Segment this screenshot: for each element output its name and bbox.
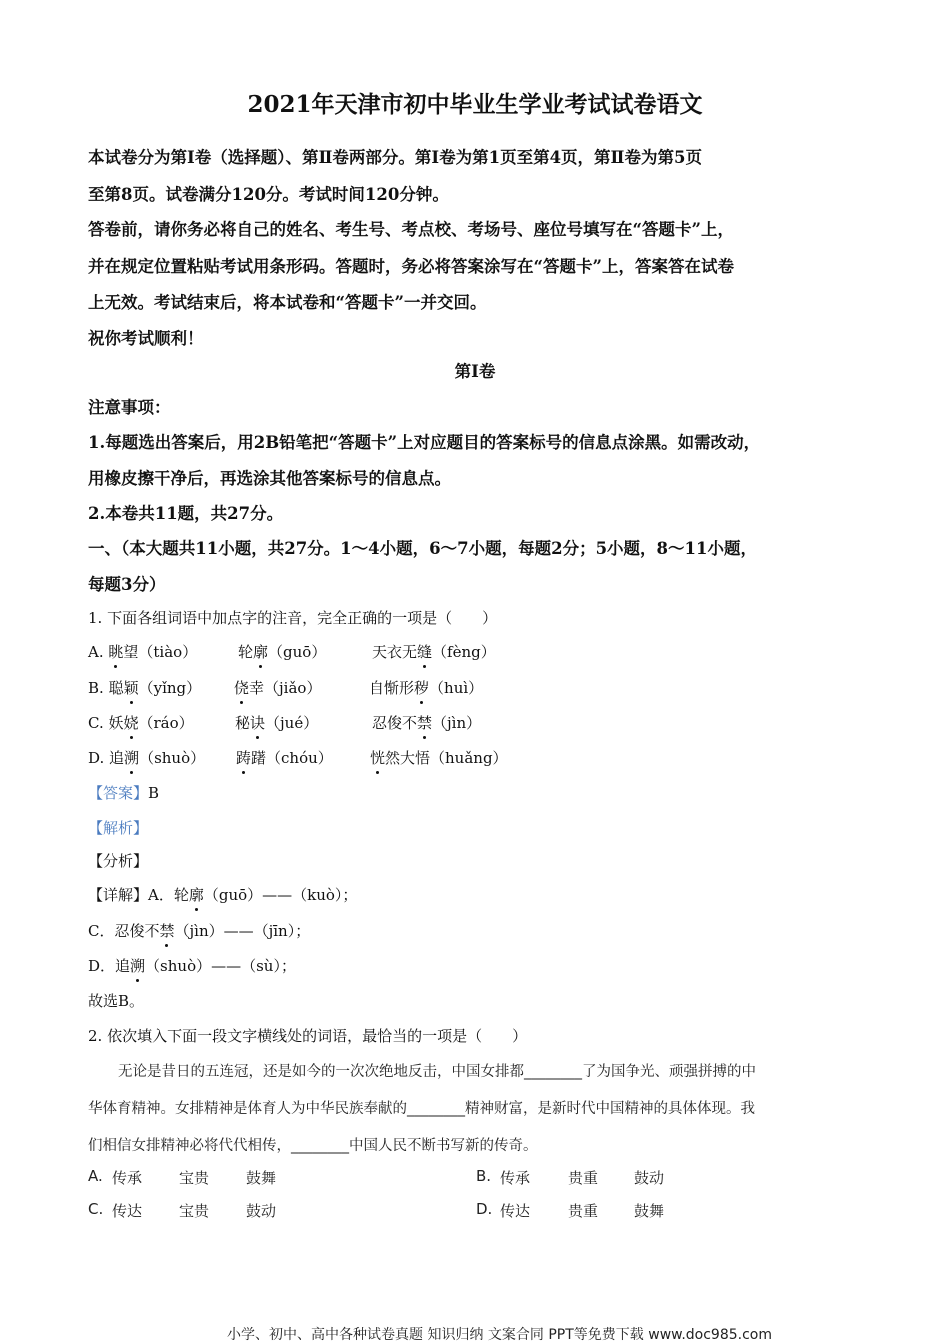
section-heading-cont: 每题3分）: [88, 575, 166, 594]
intro-line-2: 至第8页。试卷满分120分。考试时间120分钟。: [88, 185, 449, 204]
q1-option-d: D. 追溯（shuò）: [88, 749, 206, 767]
answer-tag: 【答案】: [88, 784, 149, 802]
q1-option-d-word2: 踌躇（chóu）: [236, 749, 333, 767]
intro-line-1: 本试卷分为第Ⅰ卷（选择题）、第Ⅱ卷两部分。第Ⅰ卷为第1页至第4页，第Ⅱ卷为第5页: [88, 148, 702, 167]
page-footer: 小学、初中、高中各种试卷真题 知识归纳 文案合同 PPT等免费下载 www.doc985.com: [227, 1327, 772, 1343]
detail-a: 【详解】A．轮廓（guō）——（kuò）；: [88, 886, 358, 904]
analysis-tag: 【解析】: [88, 819, 149, 837]
q1-stem: 1. 下面各组词语中加点字的注音，完全正确的一项是（ ）: [88, 609, 498, 627]
answer-value: B: [148, 784, 160, 802]
q2-option-a: A. 传承 宝贵 鼓舞: [88, 1167, 277, 1187]
q2-option-c: C. 传达 宝贵 鼓动: [88, 1200, 277, 1220]
q1-option-a-word2: 轮廓（guō）: [238, 643, 327, 661]
q2-stem: 2. 依次填入下面一段文字横线处的词语，最恰当的一项是（ ）: [88, 1027, 528, 1045]
intro-line-5: 上无效。考试结束后，将本试卷和“答题卡”一并交回。: [88, 293, 487, 312]
q2-passage-line-1: 无论是昔日的五连冠，还是如今的一次次绝地反击，中国女排都________了为国争光、顽强拼搏的中: [118, 1064, 756, 1080]
q1-option-b: B. 聪颖（yǐng）: [88, 679, 202, 697]
intro-line-3: 答卷前，请你务必将自己的姓名、考生号、考点校、考场号、座位号填写在“答题卡”上，: [88, 220, 734, 239]
q1-option-d-word3: 恍然大悟（huǎng）: [370, 749, 508, 767]
q1-option-c-word3: 忍俊不禁（jìn）: [372, 714, 482, 732]
q1-answer: [88, 782, 159, 803]
notice-heading: 注意事项：: [88, 398, 171, 417]
q1-option-b-word3: 自惭形秽（huì）: [369, 679, 484, 697]
volume-title: 第Ⅰ卷: [454, 362, 496, 381]
notice-line-1: 1.每题选出答案后，用2B铅笔把“答题卡”上对应题目的答案标号的信息点涂黑。如需改动，: [88, 433, 761, 452]
section-heading: 一、（本大题共11小题，共27分。1～4小题，6～7小题，每题2分；5小题，8～11小题，: [88, 539, 757, 558]
page-title: 2021年天津市初中毕业生学业考试试卷语文: [247, 91, 703, 118]
notice-line-3: 2.本卷共11题，共27分。: [88, 504, 284, 523]
q1-option-a-word3: 天衣无缝（fèng）: [372, 643, 496, 661]
intro-line-6: 祝你考试顺利！: [88, 329, 204, 348]
q1-option-c-word2: 秘诀（jué）: [235, 714, 319, 732]
notice-line-2: 用橡皮擦干净后，再选涂其他答案标号的信息点。: [88, 469, 451, 488]
q2-option-b: B. 传承 贵重 鼓动: [476, 1167, 665, 1187]
q2-passage-line-3: 们相信女排精神必将代代相传，________中国人民不断书写新的传奇。: [88, 1138, 538, 1154]
q2-passage-line-2: 华体育精神。女排精神是体育人为中华民族奉献的________精神财富，是新时代中国精神的具体体现。我: [88, 1101, 755, 1117]
fenxi-tag: 【分析】: [88, 852, 149, 870]
detail-d: D．追溯（shuò）——（sù）；: [88, 957, 296, 975]
intro-line-4: 并在规定位置粘贴考试用条形码。答题时，务必将答案涂写在“答题卡”上，答案答在试卷: [88, 257, 734, 276]
q1-conclusion: 故选B。: [88, 992, 145, 1010]
q1-option-a: A. 眺望（tiào）: [88, 643, 198, 661]
q2-option-d: D. 传达 贵重 鼓舞: [476, 1200, 665, 1220]
q1-option-c: C. 妖娆（ráo）: [88, 714, 194, 732]
q1-option-b-word2: 侥幸（jiǎo）: [234, 679, 322, 697]
detail-c: C．忍俊不禁（jìn）——（jīn）；: [88, 922, 311, 940]
